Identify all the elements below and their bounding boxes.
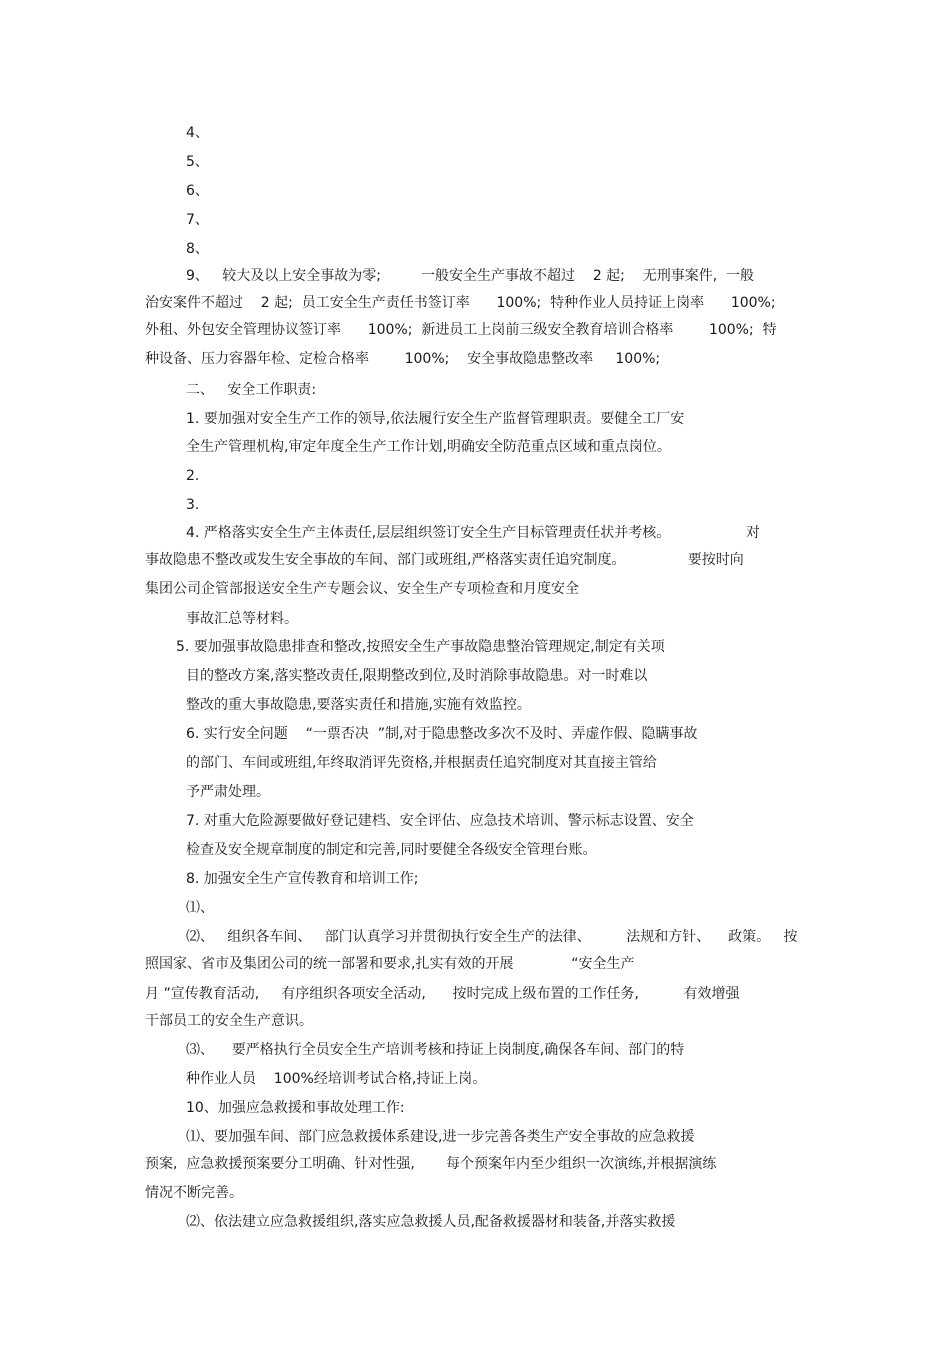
paragraph-line: 予严肃处理。 [186, 784, 270, 800]
paragraph-line: 10、加强应急救援和事故处理工作: [186, 1100, 405, 1116]
section-heading: 二、 安全工作职责: [186, 382, 317, 398]
paragraph-line: 6. 实行安全问题 “一票否决 ”制,对于隐患整改多次不及时、弄虚作假、隐瞒事故 [186, 726, 698, 742]
paragraph-line: 集团公司企管部报送安全生产专题会议、安全生产专项检查和月度安全 [145, 581, 579, 597]
paragraph-line: 的部门、车间或班组,年终取消评先资格,并根据责任追究制度对其直接主管给 [186, 755, 657, 771]
list-item-8: 8、 [186, 241, 209, 257]
paragraph-line: 1. 要加强对安全生产工作的领导,依法履行安全生产监督管理职责。要健全工厂安 [186, 411, 685, 427]
paragraph-line: 种作业人员 100%经培训考试合格,持证上岗。 [186, 1071, 487, 1087]
list-item-5: 5、 [186, 154, 209, 170]
paragraph-line: 干部员工的安全生产意识。 [145, 1013, 313, 1029]
list-item-3: 3. [186, 497, 200, 513]
paragraph-line: 目的整改方案,落实整改责任,限期整改到位,及时消除事故隐患。对一时难以 [186, 668, 648, 684]
paragraph-line: 全生产管理机构,审定年度全生产工作计划,明确安全防范重点区域和重点岗位。 [186, 439, 671, 455]
list-item-2: 2. [186, 468, 200, 484]
paragraph-line: 5. 要加强事故隐患排查和整改,按照安全生产事故隐患整治管理规定,制定有关项 [176, 639, 665, 655]
paragraph-line: 9、 较大及以上安全事故为零; 一般安全生产事故不超过 2 起; 无刑事案件, 一般 [186, 268, 755, 284]
list-item-4: 4、 [186, 125, 209, 141]
list-item-6: 6、 [186, 183, 209, 199]
paragraph-line: ⑵、 组织各车间、 部门认真学习并贯彻执行安全生产的法律、 法规和方针、 政策。 按 [186, 929, 798, 945]
paragraph-line: 8. 加强安全生产宣传教育和培训工作; [186, 871, 419, 887]
paragraph-line: 检查及安全规章制度的制定和完善,同时要健全各级安全管理台账。 [186, 842, 597, 858]
list-item-sub-1: ⑴、 [186, 900, 214, 916]
paragraph-line: ⑶、 要严格执行全员安全生产培训考核和持证上岗制度,确保各车间、部门的特 [186, 1042, 685, 1058]
paragraph-line: 预案, 应急救援预案要分工明确、针对性强, 每个预案年内至少组织一次演练,并根据演练 [145, 1156, 717, 1172]
paragraph-line: 事故汇总等材料。 [186, 611, 298, 627]
paragraph-line: 照国家、省市及集团公司的统一部署和要求,扎实有效的开展 “安全生产 [145, 956, 635, 972]
paragraph-line: ⑴、要加强车间、部门应急救援体系建设,进一步完善各类生产安全事故的应急救援 [186, 1129, 695, 1145]
paragraph-line: 情况不断完善。 [145, 1185, 243, 1201]
paragraph-line: 种设备、压力容器年检、定检合格率 100%; 安全事故隐患整改率 100%; [145, 351, 661, 367]
paragraph-line: 4. 严格落实安全生产主体责任,层层组织签订安全生产目标管理责任状并考核。 对 [186, 525, 760, 541]
paragraph-line: ⑵、依法建立应急救援组织,落实应急救援人员,配备救援器材和装备,并落实救援 [186, 1214, 676, 1230]
paragraph-line: 治安案件不超过 2 起; 员工安全生产责任书签订率 100%; 特种作业人员持证上岗率 100%; [145, 295, 776, 311]
list-item-7: 7、 [186, 212, 209, 228]
paragraph-line: 外租、外包安全管理协议签订率 100%; 新进员工上岗前三级安全教育培训合格率 100%; 特 [145, 322, 777, 338]
paragraph-line: 7. 对重大危险源要做好登记建档、安全评估、应急技术培训、警示标志设置、安全 [186, 813, 694, 829]
paragraph-line: 整改的重大事故隐患,要落实责任和措施,实施有效监控。 [186, 697, 531, 713]
paragraph-line: 月 ”宣传教育活动, 有序组织各项安全活动, 按时完成上级布置的工作任务, 有效增强 [145, 986, 740, 1002]
paragraph-line: 事故隐患不整改或发生安全事故的车间、部门或班组,严格落实责任追究制度。 要按时向 [145, 552, 744, 568]
